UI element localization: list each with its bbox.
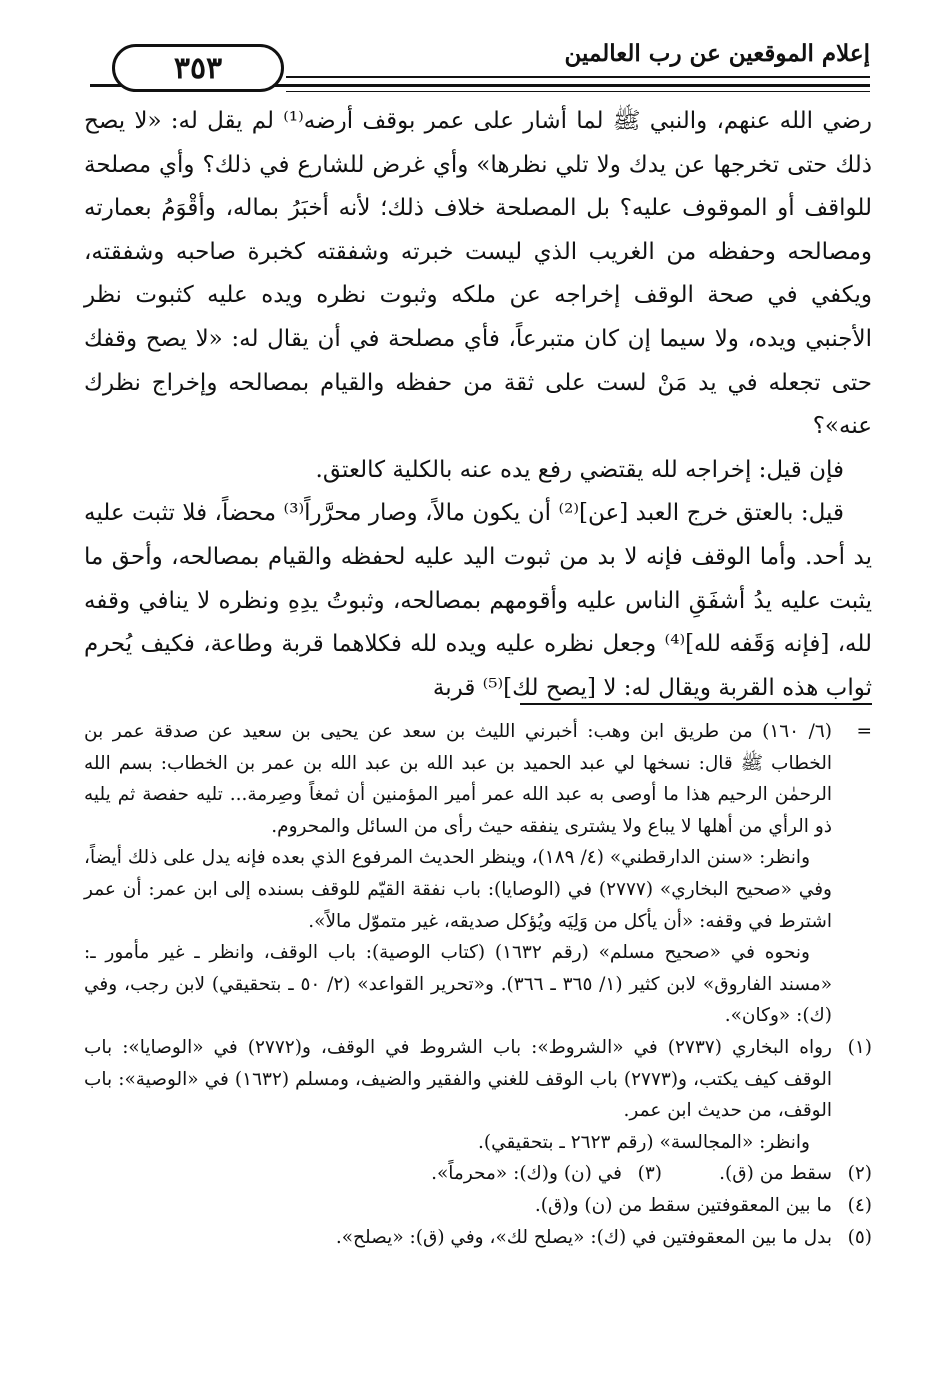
footnote-text: رواه البخاري (٢٧٣٧) في «الشروط»: باب الشروط في الوقف، و(٢٧٧٢) في «الوصايا»: باب الوقف كيف يكتب، و(٢٧٧٣) باب الوقف للغني والفقير والضيف، ومسلم (١٦٣٢) في «الوصية»: باب الوقف، من حديث ابن عمر.	[84, 1036, 832, 1122]
footnote-text: بدل ما بين المعقوفتين في (ك): «يصلح لك»، وفي (ق): «يصلح».	[335, 1226, 832, 1248]
footnote-1	[84, 1032, 872, 1158]
footnote-3	[362, 1158, 662, 1190]
footnote-marker: (٥)	[847, 1226, 872, 1248]
footnote-text: (٦/ ١٦٠) من طريق ابن وهب: أخبرني الليث بن سعد عن يحيى بن سعيد عن صدقة عمر بن الخطاب ﷺ قال: نسخها لي عبد الحميد بن عبد الله بن عبد الله بن عمر بن الخطاب: بسم الله الرحمٰن الرحيم هذا ما أوصى به عبد الله عمر أمير المؤمنين أن ثمغاً وصِرمة... تليه حفصة ثم يليه ذو الرأي من أهلها لا يباع ولا يشترى ينفقه حيث رأى من السائل والمحروم.	[84, 721, 832, 837]
footnotes-2-3	[84, 1158, 872, 1190]
main-paragraph-1: رضي الله عنهم، والنبي ﷺ لما أشار على عمر بوقف أرضه⁽¹⁾ لم يقل له: «لا يصح ذلك حتى تخرجها عن يدك ولا تلي نظرها» وأي غرض للشارع في ذلك؟ وأي مصلحة للواقف أو الموقوف عليه؟ بل المصلحة خلاف ذلك؛ لأنه أخبَرُ بماله، وأقْوَمُ بعمارته ومصالحه وحفظه من الغريب الذي ليست خبرته وشفقته كخبرة صاحبه وشفقته، ويكفي في صحة الوقف إخراجه عن ملكه وثبوت نظره ويده عليه كثبوت نظر الأجنبي ويده، ولا سيما إن كان متبرعاً، فأي مصلحة في أن يقال له: «لا يصح وقفك حتى تجعله في يد مَنْ لست على ثقة من حفظه والقيام بمصالحه وإخراج نظرك عنه»؟	[84, 108, 872, 440]
page-number: ٣٥٣	[173, 50, 223, 86]
main-text	[84, 100, 872, 710]
footnote-text: وانظر: «المجالسة» (رقم ٢٦٢٣ ـ بتحقيقي).	[478, 1131, 810, 1153]
footnote-text: ما بين المعقوفتين سقط من (ن) و(ق).	[534, 1194, 832, 1216]
footnote-4	[84, 1190, 872, 1222]
header-rule-bottom	[286, 91, 870, 92]
footnote-text: ونحوه في «صحيح مسلم» (رقم ١٦٣٢) (كتاب الوصية): باب الوقف، وانظر ـ غير مأمور ـ: «مسند الفاروق» لابن كثير (١/ ٣٦٥ ـ ٣٦٦). و«تحرير القواعد» (٢/ ٥٠ ـ بتحقيقي) لابن رجب، وفي (ك): «وكان».	[84, 942, 833, 1027]
header-rule-top	[286, 76, 870, 78]
footnote-continued	[84, 716, 872, 1032]
main-paragraph-2: فإن قيل: إخراجه لله يقتضي رفع يده عنه بالكلية كالعتق.	[315, 456, 844, 483]
footnote-marker: (٣)	[637, 1163, 662, 1185]
main-paragraph-3: قيل: بالعتق خرج العبد [عن]⁽²⁾ أن يكون مالاً، وصار محرَّراً⁽³⁾ محضاً، فلا تثبت عليه يد أحد. وأما الوقف فإنه لا بد من ثبوت اليد عليه لحفظه والقيام بمصالحه، وأحق ما يثبت عليه يدُ أشفَقِ الناس عليه وأقومهم بمصالحه، وثبوتُ يدِهِ ونظره لا ينافي وقفه لله، [فإنه وَقَفه لله]⁽⁴⁾ وجعل نظره عليه ويده لله فكلاهما قربة وطاعة، فكيف يُحرم ثواب هذه القربة ويقال له: لا [يصح لك]⁽⁵⁾ قربة	[84, 500, 872, 701]
book-title: إعلام الموقعين عن رب العالمين	[564, 40, 870, 67]
footnotes	[84, 716, 872, 1253]
running-header	[90, 34, 870, 98]
footnote-2	[662, 1158, 872, 1190]
footnote-marker: (٤)	[847, 1194, 872, 1216]
page-number-badge	[112, 44, 284, 92]
footnote-separator	[520, 703, 872, 705]
footnote-marker: (١)	[847, 1036, 872, 1058]
footnote-marker: =	[856, 721, 872, 742]
footnote-text: سقط من (ق).	[719, 1163, 832, 1185]
footnote-text: وانظر: «سنن الدارقطني» (٤/ ١٨٩)، وينظر الحديث المرفوع الذي بعده فإنه يدل على ذلك أيضاً، وفي «صحيح البخاري» (٢٧٧٧) في (الوصايا): باب نفقة القيّم للوقف بسنده إلى ابن عمر: أن عمر اشترط في وقفه: «أن يأكل من وَلِيَه ويُؤكل صديقه، غير متموّل مالاً».	[84, 847, 832, 932]
footnote-marker: (٢)	[847, 1163, 872, 1185]
footnote-text: في (ن) و(ك): «محرماً».	[431, 1163, 622, 1185]
footnote-5	[84, 1222, 872, 1254]
